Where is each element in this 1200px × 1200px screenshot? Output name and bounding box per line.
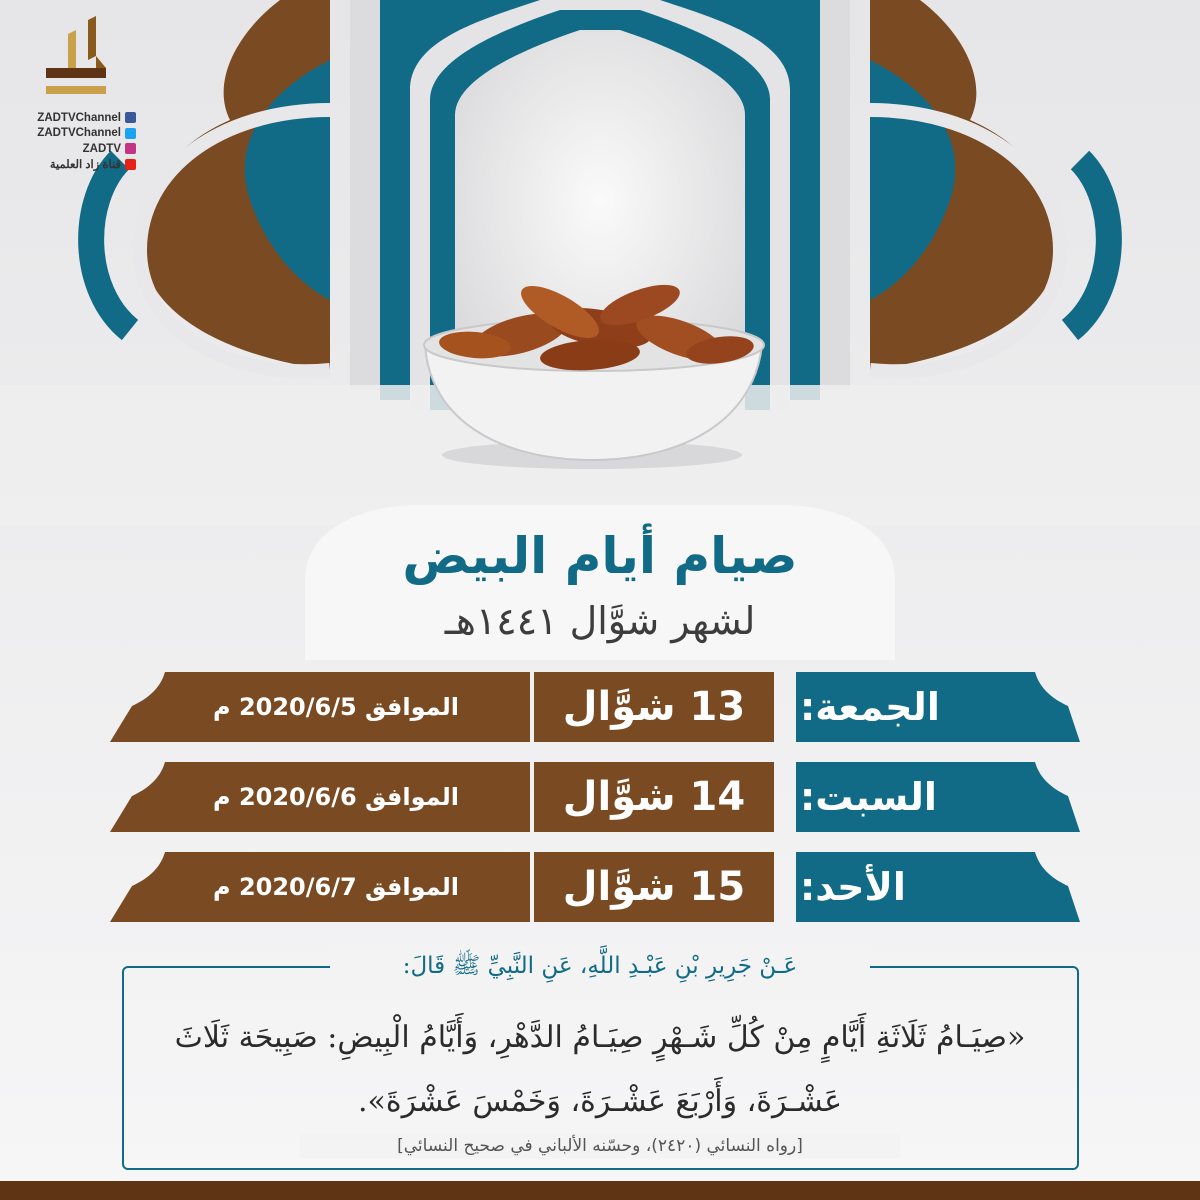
- facebook-icon: [125, 112, 136, 123]
- day-label-friday: الجمعة:: [800, 685, 940, 729]
- instagram-link[interactable]: [20, 141, 136, 157]
- day-label-saturday: السبت:: [800, 775, 937, 819]
- zad-logo: [40, 16, 110, 102]
- instagram-handle: ZADTV: [82, 142, 121, 155]
- hadith-intro: عَـنْ جَرِيرِ بْنِ عَبْـدِ اللَّهِ، عَنِ النَّبِيِّ ﷺ قَالَ:: [330, 946, 870, 986]
- twitter-link[interactable]: [20, 126, 136, 142]
- youtube-icon: [125, 159, 136, 170]
- instagram-icon: [125, 143, 136, 154]
- youtube-link[interactable]: [20, 157, 136, 173]
- page-subtitle: لشهر شوَّال ١٤٤١هـ: [444, 599, 756, 643]
- page-title: صيام أيام البيض: [402, 527, 798, 585]
- twitter-icon: [125, 128, 136, 139]
- hijri-date-saturday: 14 شوَّال: [562, 774, 746, 820]
- gregorian-date-saturday: الموافق 2020/6/6 م: [213, 783, 459, 811]
- facebook-handle: ZADTVChannel: [37, 111, 121, 124]
- hijri-date-sunday: 15 شوَّال: [562, 864, 746, 910]
- facebook-link[interactable]: [20, 110, 136, 126]
- gregorian-date-friday: الموافق 2020/6/5 م: [213, 693, 459, 721]
- youtube-handle: قناة زاد العلمية: [49, 159, 121, 172]
- bottom-bar: [0, 1181, 1200, 1200]
- hadith-text: «صِيَـامُ ثَلَاثَةِ أَيَّامٍ مِنْ كُلِّ شَـهْرٍ صِيَـامُ الدَّهْرِ، وَأَيَّامُ الْبِيضِ: صَبِيحَة ثَلَاثَ عَشْـرَةَ، وَأَرْبَعَ عَشْـرَةَ، وَخَمْسَ عَشْرَةَ».: [174, 1020, 1026, 1119]
- hijri-date-friday: 13 شوَّال: [562, 684, 746, 730]
- hadith-source: [رواه النسائي (٢٤٢٠)، وحسّنه الألباني في صحيح النسائي]: [300, 1134, 900, 1158]
- social-links: [20, 110, 136, 172]
- twitter-handle: ZADTVChannel: [37, 127, 121, 140]
- day-label-sunday: الأحد:: [800, 865, 906, 909]
- gregorian-date-sunday: الموافق 2020/6/7 م: [213, 873, 459, 901]
